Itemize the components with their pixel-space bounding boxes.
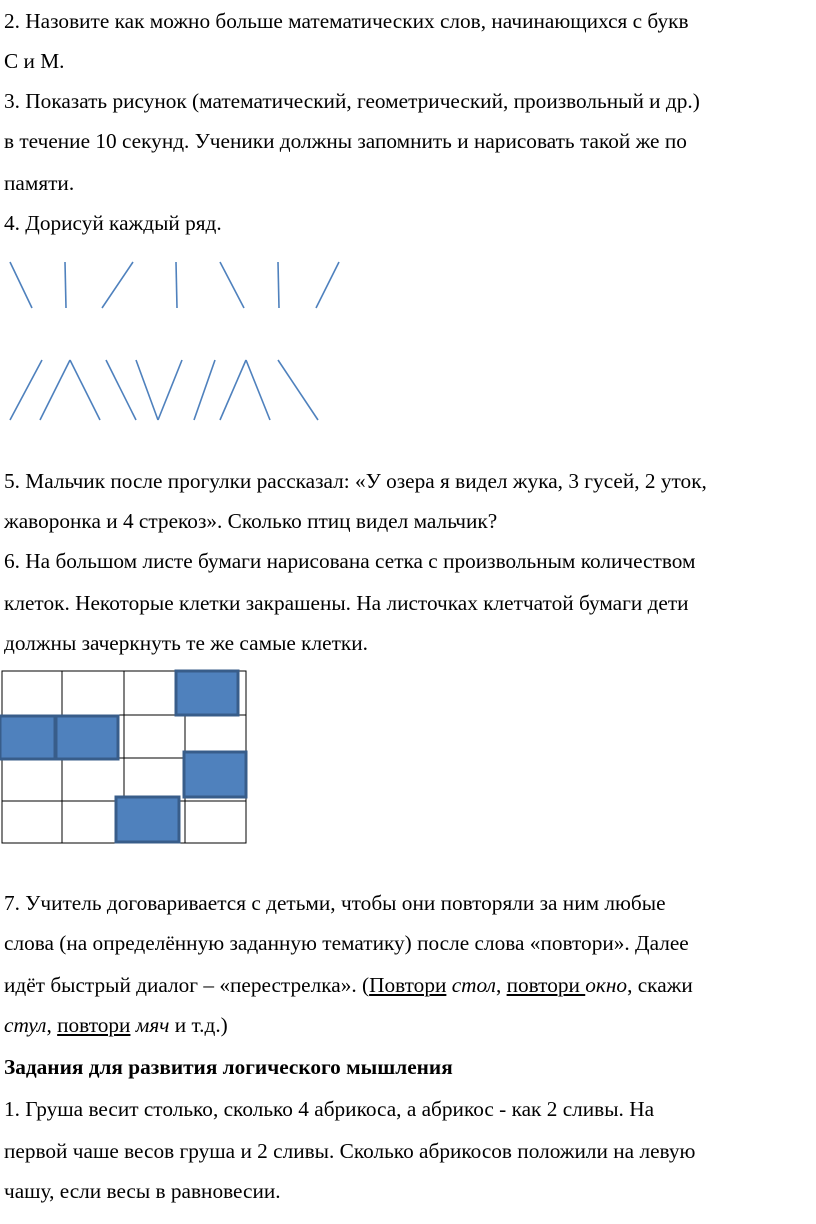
item7-line3 [4,972,693,998]
shaded-cell [116,797,179,842]
row2-stroke [136,360,158,420]
logic-line3: чашу, если весы в равновесии. [4,1179,281,1203]
comma: , [46,1013,58,1037]
row2-stroke [40,360,70,420]
shaded-cell [0,716,55,759]
row1-stroke [316,262,339,308]
section-heading: Задания для развития логического мышления [4,1055,453,1079]
row2-stroke [220,360,246,420]
word-stul: стул [4,1013,47,1037]
row1-stroke [102,262,133,308]
item2-line2: С и М. [4,49,65,73]
word-skazhi: , скажи [627,973,693,997]
word-myach: мяч [135,1013,170,1037]
row2-stroke [246,360,270,420]
item7-line1: 7. Учитель договаривается с детьми, чтобы они повторяли за ним любые [4,891,666,915]
item6-line3: должны зачеркнуть те же самые клетки. [4,631,368,655]
word-povtori: повтори [506,973,586,997]
row2-stroke [158,360,182,420]
row2-stroke [10,360,42,420]
item7-line2: слова (на определённую заданную тематику) после слова «повтори». Далее [4,931,689,955]
shaded-cell [184,752,246,797]
item7-tail: и т.д.) [169,1013,228,1037]
word-stol: стол [451,973,496,997]
row1-stroke [10,262,32,308]
word-povtori: повтори [57,1013,131,1037]
row2-stroke [70,360,100,420]
shaded-cell [176,671,238,715]
item6-line1: 6. На большом листе бумаги нарисована сетка с произвольным количеством [4,549,696,573]
row2-stroke [106,360,136,420]
row1-stroke [65,262,66,308]
pattern-rows-figure [0,250,360,440]
row2-stroke [278,360,318,420]
item5-line2: жаворонка и 4 стрекоз». Сколько птиц видел мальчик? [4,509,498,533]
item5-line1: 5. Мальчик после прогулки рассказал: «У озера я видел жука, 3 гусей, 2 уток, [4,469,707,493]
shaded-cell [56,716,118,759]
row1-stroke [220,262,244,308]
word-povtori: Повтори [369,973,447,997]
row1-stroke [176,262,177,308]
item6-line2: клеток. Некоторые клетки закрашены. На листочках клетчатой бумаги дети [4,591,689,615]
item2-line1: 2. Назовите как можно больше математических слов, начинающихся с букв [4,9,689,33]
logic-line1: 1. Груша весит столько, сколько 4 абрикоса, а абрикос - как 2 сливы. На [4,1097,655,1121]
item3-line2: в течение 10 секунд. Ученики должны запомнить и нарисовать такой же по [4,129,687,153]
logic-line2: первой чаше весов груша и 2 сливы. Сколько абрикосов положили на левую [4,1139,696,1163]
shaded-grid-figure [0,665,260,850]
comma: , [495,973,507,997]
word-okno: окно [585,973,628,997]
item7-line4 [4,1012,228,1038]
item4-line1: 4. Дорисуй каждый ряд. [4,211,222,235]
item3-line1: 3. Показать рисунок (математический, геометрический, произвольный и др.) [4,89,700,113]
row1-stroke [278,262,279,308]
item3-line3: памяти. [4,171,75,195]
row2-stroke [194,360,215,420]
item7-line3-text: идёт быстрый диалог – «перестрелка». ( [4,973,370,997]
